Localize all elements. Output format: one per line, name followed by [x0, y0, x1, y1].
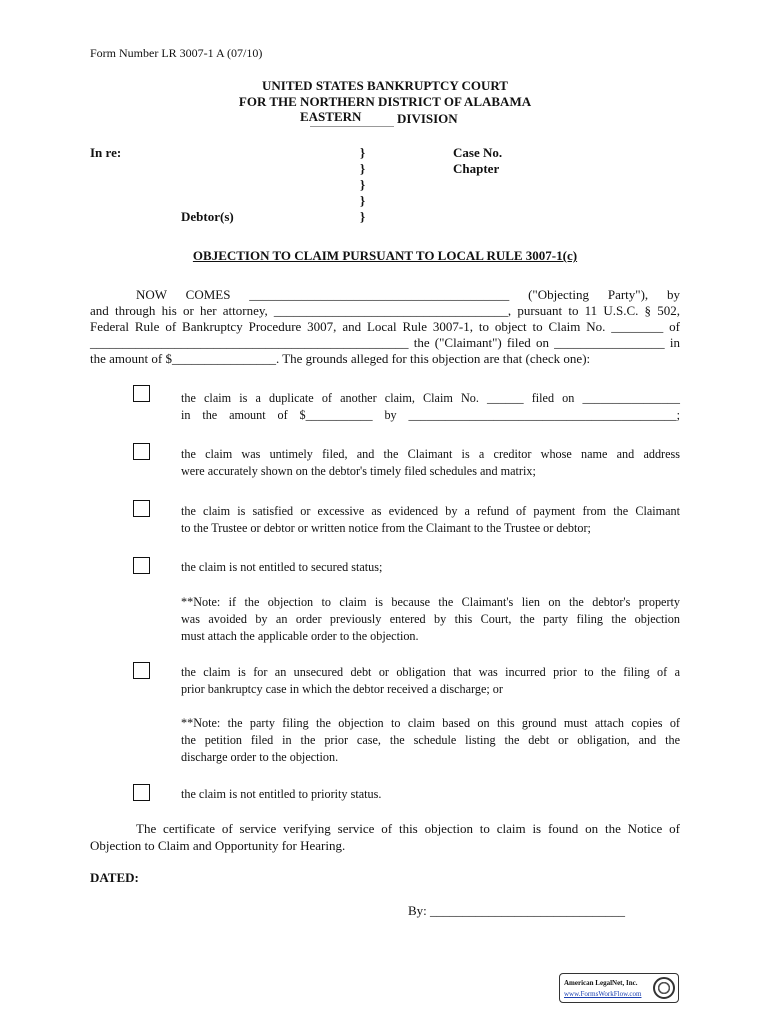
intro-paragraph	[90, 287, 680, 367]
intro-line: NOW COMES ________________________________________ ("Objecting Party"), by	[136, 287, 680, 302]
option-text: in the amount of $___________ by ____________________________________________;	[181, 408, 680, 422]
intro-line: Federal Rule of Bankruptcy Procedure 3007, and Local Rule 3007-1, to object to Claim No. ________ of	[90, 319, 680, 334]
option-text: the claim is a duplicate of another claim, Claim No. ______ filed on ________________	[181, 391, 680, 405]
option-text: the claim was untimely filed, and the Claimant is a creditor whose name and address	[181, 447, 680, 461]
checkbox-untimely-filed[interactable]	[133, 443, 150, 460]
chapter-label: Chapter	[453, 161, 500, 176]
logo-name: American LegalNet, Inc.	[564, 979, 638, 987]
note-text: **Note: the party filing the objection to claim based on this ground must attach copies of	[181, 716, 680, 730]
option-prior-discharge	[181, 664, 680, 698]
logo-url[interactable]: www.FormsWorkFlow.com	[564, 990, 642, 998]
division-label: DIVISION	[397, 111, 458, 126]
note-avoided-lien	[181, 594, 680, 645]
dated-label: DATED:	[90, 870, 139, 885]
note-text: discharge order to the objection.	[181, 750, 339, 764]
district-name: FOR THE NORTHERN DISTRICT OF ALABAMA	[238, 94, 532, 109]
signature-line[interactable]: By: ______________________________	[408, 903, 626, 918]
document-title: OBJECTION TO CLAIM PURSUANT TO LOCAL RULE 3007-1(c)	[192, 248, 578, 263]
checkbox-not-priority[interactable]	[133, 784, 150, 801]
option-not-secured: the claim is not entitled to secured status;	[181, 560, 383, 574]
option-text: the claim is satisfied or excessive as evidenced by a refund of payment from the Claimant	[181, 504, 680, 518]
certificate-line: The certificate of service verifying service of this objection to claim is found on the Notice of	[136, 821, 680, 836]
form-number: Form Number LR 3007-1 A (07/10)	[90, 46, 263, 60]
option-satisfied-excessive	[181, 503, 680, 537]
publisher-logo	[559, 973, 679, 1003]
option-untimely-filed	[181, 446, 680, 480]
option-text: the claim is for an unsecured debt or obligation that was incurred prior to the filing of a	[181, 665, 680, 679]
caption-brace: }	[360, 145, 366, 160]
caption-brace: }	[360, 193, 366, 208]
intro-line: _________________________________________________ the ("Claimant") filed on _________________ in	[90, 335, 680, 350]
note-text: **Note: if the objection to claim is because the Claimant's lien on the debtor's property	[181, 595, 680, 609]
division-name: EASTERN	[300, 109, 362, 124]
option-not-priority: the claim is not entitled to priority status.	[181, 787, 382, 801]
intro-line: and through his or her attorney, ____________________________________, pursuant to 11 U.S.C. § 502,	[90, 303, 680, 318]
intro-line: the amount of $________________. The grounds alleged for this objection are that (check one):	[90, 351, 591, 366]
note-text: the petition filed in the prior case, the schedule listing the debt or obligation, and the	[181, 733, 680, 747]
option-text: to the Trustee or debtor or written notice from the Claimant to the Trustee or debtor;	[181, 521, 591, 535]
certificate-paragraph	[90, 820, 680, 854]
checkbox-prior-discharge[interactable]	[133, 662, 150, 679]
caption-brace: }	[360, 209, 366, 224]
option-text: prior bankruptcy case in which the debtor received a discharge; or	[181, 682, 503, 696]
division-underline	[310, 126, 394, 127]
seal-icon	[653, 977, 675, 999]
option-duplicate-claim	[181, 390, 680, 424]
checkbox-not-secured[interactable]	[133, 557, 150, 574]
certificate-line: Objection to Claim and Opportunity for Hearing.	[90, 838, 346, 853]
caption-brace: }	[360, 161, 366, 176]
checkbox-satisfied-excessive[interactable]	[133, 500, 150, 517]
case-no-label: Case No.	[453, 145, 503, 160]
note-text: must attach the applicable order to the objection.	[181, 629, 419, 643]
option-text: were accurately shown on the debtor's timely filed schedules and matrix;	[181, 464, 536, 478]
checkbox-duplicate-claim[interactable]	[133, 385, 150, 402]
caption-brace: }	[360, 177, 366, 192]
debtor-label: Debtor(s)	[181, 209, 234, 224]
note-prior-case	[181, 715, 680, 766]
court-name: UNITED STATES BANKRUPTCY COURT	[262, 78, 508, 93]
note-text: was avoided by an order previously entered by this Court, the party filing the objection	[181, 612, 680, 626]
in-re-label: In re:	[90, 145, 122, 160]
